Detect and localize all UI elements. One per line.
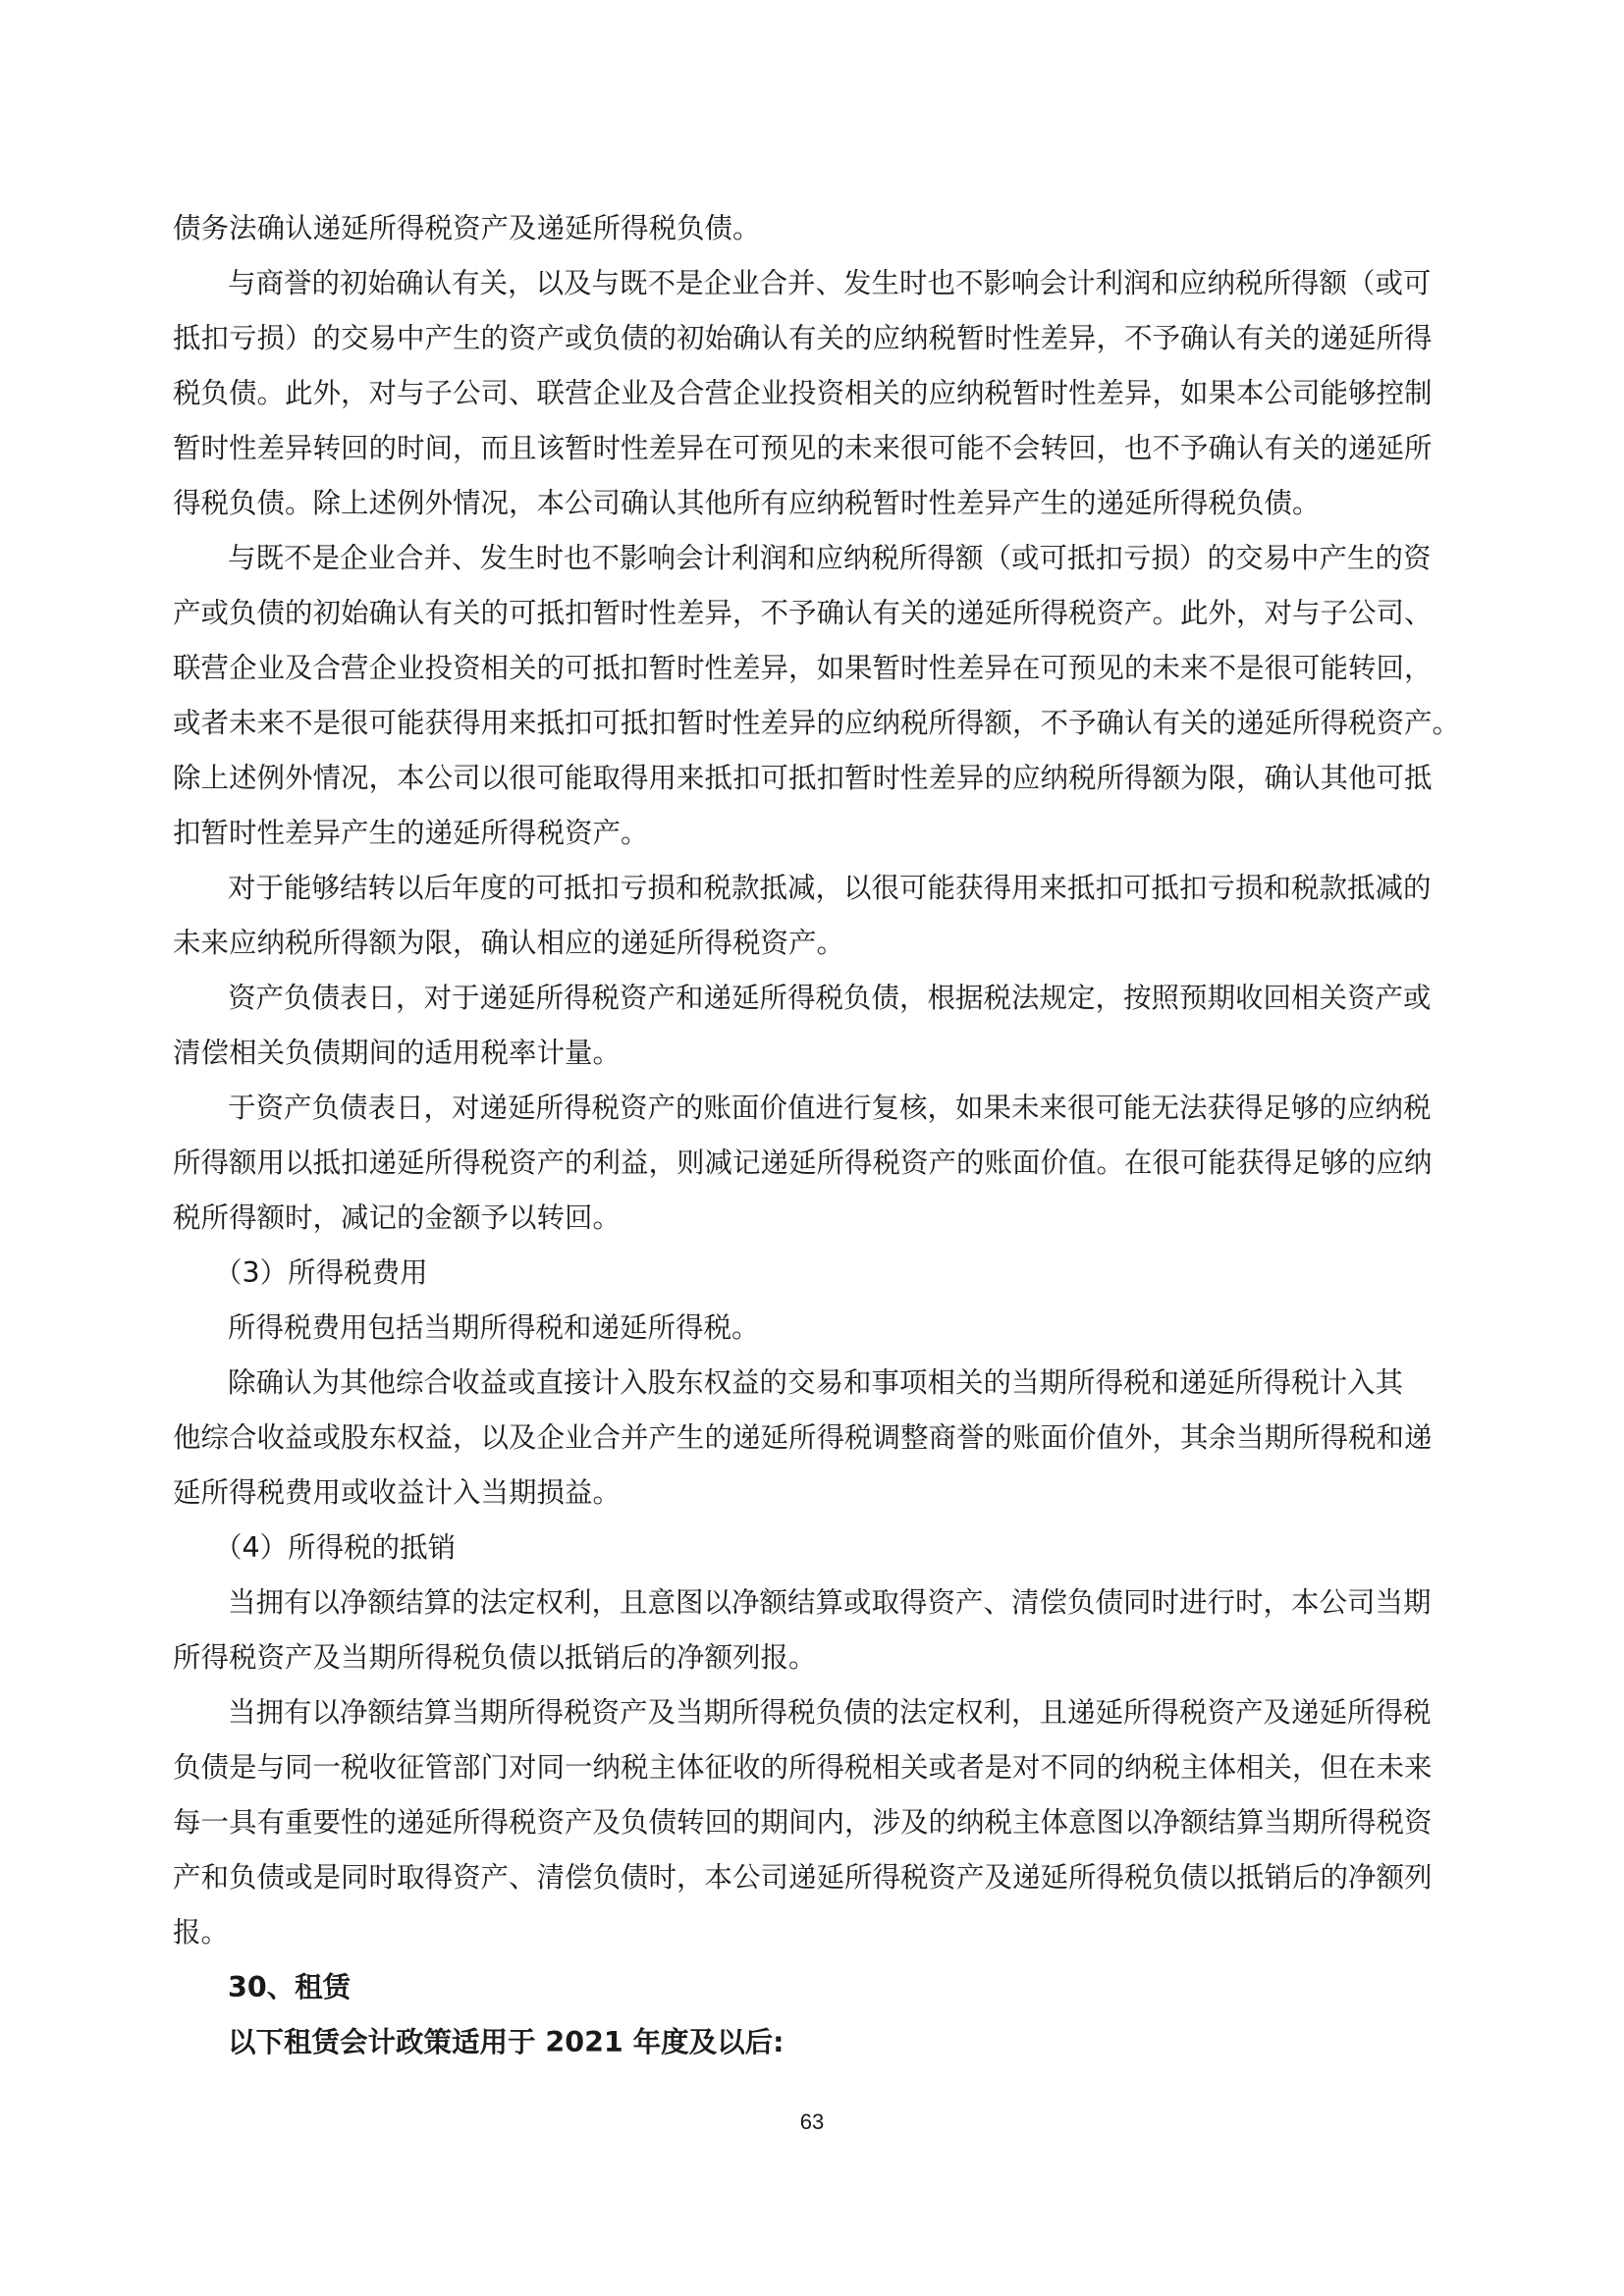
text-line: 所得税资产及当期所得税负债以抵销后的净额列报。 [173, 1641, 817, 1674]
text-line: 税负债。此外，对与子公司、联营企业及合营企业投资相关的应纳税暂时性差异，如果本公司能够控制 [173, 377, 1433, 409]
text-line: 当拥有以净额结算当期所得税资产及当期所得税负债的法定权利，且递延所得税资产及递延所得税 [228, 1696, 1432, 1729]
text-line: 产和负债或是同时取得资产、清偿负债时，本公司递延所得税资产及递延所得税负债以抵销后的净额列 [173, 1861, 1433, 1894]
text-line: 每一具有重要性的递延所得税资产及负债转回的期间内，涉及的纳税主体意图以净额结算当期所得税资 [173, 1806, 1433, 1839]
text-line: 暂时性差异转回的时间，而且该暂时性差异在可预见的未来很可能不会转回，也不予确认有关的递延所 [173, 432, 1433, 464]
subheading-income-tax-offset: （4）所得税的抵销 [214, 1531, 457, 1564]
text-line: 延所得税费用或收益计入当期损益。 [173, 1476, 622, 1509]
text-line: 除上述例外情况，本公司以很可能取得用来抵扣可抵扣暂时性差异的应纳税所得额为限，确认其他可抵 [173, 762, 1433, 794]
text-line: 他综合收益或股东权益，以及企业合并产生的递延所得税调整商誉的账面价值外，其余当期所得税和递 [173, 1421, 1433, 1454]
text-line: 联营企业及合营企业投资相关的可抵扣暂时性差异，如果暂时性差异在可预见的未来不是很可能转回， [173, 652, 1433, 684]
text-line: 报。 [173, 1916, 230, 1949]
text-line: 负债是与同一税收征管部门对同一纳税主体征收的所得税相关或者是对不同的纳税主体相关，但在未来 [173, 1751, 1433, 1784]
text-line: 所得额用以抵扣递延所得税资产的利益，则减记递延所得税资产的账面价值。在很可能获得足够的应纳 [173, 1147, 1433, 1179]
text-line: 清偿相关负债期间的适用税率计量。 [173, 1037, 622, 1069]
section-heading-lease: 30、租赁 [228, 1971, 352, 2003]
text-line: 税所得额时，减记的金额予以转回。 [173, 1201, 622, 1234]
text-line: 扣暂时性差异产生的递延所得税资产。 [173, 817, 649, 849]
text-line: 抵扣亏损）的交易中产生的资产或负债的初始确认有关的应纳税暂时性差异，不予确认有关的递延所得 [173, 322, 1433, 354]
text-line: 对于能够结转以后年度的可抵扣亏损和税款抵减，以很可能获得用来抵扣可抵扣亏损和税款抵减的 [228, 872, 1432, 904]
text-line: 得税负债。除上述例外情况，本公司确认其他所有应纳税暂时性差异产生的递延所得税负债。 [173, 487, 1321, 519]
text-line: 未来应纳税所得额为限，确认相应的递延所得税资产。 [173, 927, 845, 959]
subheading-income-tax-expense: （3）所得税费用 [214, 1256, 428, 1289]
text-line: 于资产负债表日，对递延所得税资产的账面价值进行复核，如果未来很可能无法获得足够的应纳税 [228, 1092, 1432, 1124]
text-line: 除确认为其他综合收益或直接计入股东权益的交易和事项相关的当期所得税和递延所得税计入其 [228, 1366, 1404, 1399]
text-line: 与既不是企业合并、发生时也不影响会计利润和应纳税所得额（或可抵扣亏损）的交易中产生的资 [228, 542, 1432, 574]
page-number: 63 [799, 2109, 825, 2134]
text-line: 当拥有以净额结算的法定权利，且意图以净额结算或取得资产、清偿负债同时进行时，本公司当期 [228, 1586, 1432, 1619]
text-line: 资产负债表日，对于递延所得税资产和递延所得税负债，根据税法规定，按照预期收回相关资产或 [228, 982, 1432, 1014]
lease-policy-intro: 以下租赁会计政策适用于 2021 年度及以后: [228, 2026, 785, 2058]
text-line: 产或负债的初始确认有关的可抵扣暂时性差异，不予确认有关的递延所得税资产。此外，对与子公司、 [173, 597, 1433, 629]
text-line: 或者未来不是很可能获得用来抵扣可抵扣暂时性差异的应纳税所得额，不予确认有关的递延所得税资产。 [173, 707, 1461, 739]
text-line: 债务法确认递延所得税资产及递延所得税负债。 [173, 212, 761, 244]
text-line: 与商誉的初始确认有关，以及与既不是企业合并、发生时也不影响会计利润和应纳税所得额（或可 [228, 267, 1432, 299]
text-line: 所得税费用包括当期所得税和递延所得税。 [228, 1311, 760, 1344]
